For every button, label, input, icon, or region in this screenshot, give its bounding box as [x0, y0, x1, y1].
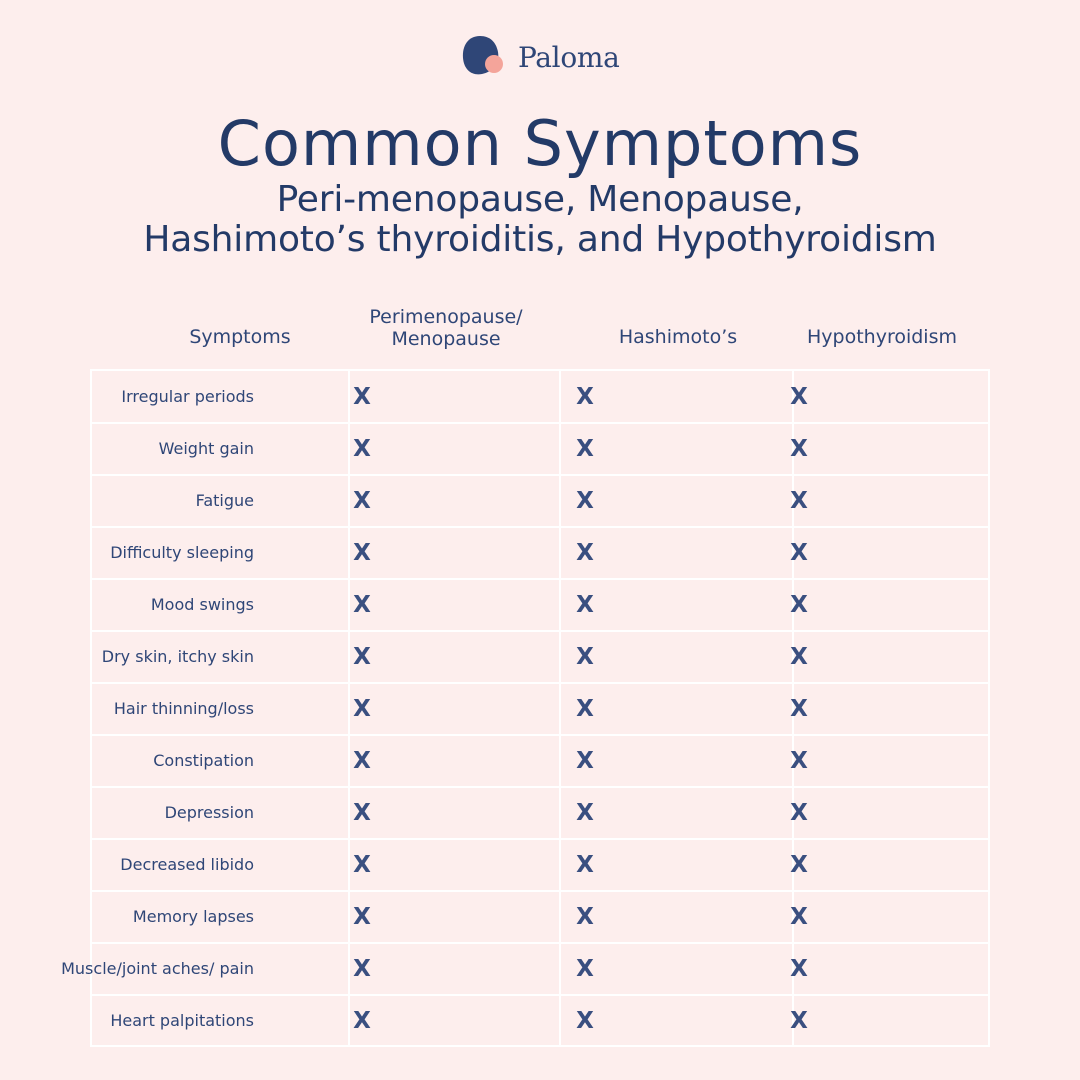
table-cell-mark-perimenopause: X	[353, 696, 371, 722]
table-cell-mark-perimenopause: X	[353, 904, 371, 930]
table-cell-mark-hypothyroidism: X	[790, 852, 808, 878]
paloma-logo-icon	[460, 34, 506, 80]
table-cell-mark-hypothyroidism: X	[790, 956, 808, 982]
table-cell-mark-hashimotos: X	[576, 748, 594, 774]
brand-name: Paloma	[518, 40, 620, 74]
table-row-symptom: Dry skin, itchy skin	[101, 647, 254, 666]
table-row-symptom: Weight gain	[158, 439, 254, 458]
page-subtitle-line-2: Hashimoto’s thyroiditis, and Hypothyroidism	[143, 219, 937, 260]
table-cell-mark-hypothyroidism: X	[790, 904, 808, 930]
table-cell-mark-hashimotos: X	[576, 644, 594, 670]
column-header-perimenopause-line-1: Perimenopause/	[369, 306, 523, 328]
page-subtitle-line-1: Peri-menopause, Menopause,	[276, 179, 804, 220]
table-cell-mark-hashimotos: X	[576, 592, 594, 618]
table-cell-mark-hashimotos: X	[576, 384, 594, 410]
table-cell-mark-hashimotos: X	[576, 540, 594, 566]
table-cell-mark-hypothyroidism: X	[790, 384, 808, 410]
table-cell-mark-hashimotos: X	[576, 696, 594, 722]
table-cell-mark-hypothyroidism: X	[790, 436, 808, 462]
table-cell-mark-perimenopause: X	[353, 748, 371, 774]
table-cell-mark-hypothyroidism: X	[790, 696, 808, 722]
table-row-symptom: Difficulty sleeping	[110, 543, 254, 562]
brand-logo	[460, 34, 620, 80]
table-row-symptom: Heart palpitations	[110, 1011, 254, 1030]
table-cell-mark-perimenopause: X	[353, 644, 371, 670]
column-header-perimenopause	[346, 306, 546, 350]
table-row-symptom: Depression	[164, 803, 254, 822]
table-row-symptom: Constipation	[153, 751, 254, 770]
table-cell-mark-hypothyroidism: X	[790, 800, 808, 826]
column-header-perimenopause-line-2: Menopause	[391, 328, 501, 350]
symptoms-table	[61, 369, 990, 1047]
table-cell-mark-hashimotos: X	[576, 800, 594, 826]
table-cell-mark-hashimotos: X	[576, 852, 594, 878]
table-cell-mark-hypothyroidism: X	[790, 488, 808, 514]
column-header-symptoms: Symptoms	[189, 326, 291, 348]
page-title: Common Symptoms	[217, 107, 863, 180]
table-cell-mark-perimenopause: X	[353, 800, 371, 826]
table-cell-mark-hashimotos: X	[576, 436, 594, 462]
table-cell-mark-perimenopause: X	[353, 540, 371, 566]
table-cell-mark-hashimotos: X	[576, 1008, 594, 1034]
table-cell-mark-hashimotos: X	[576, 956, 594, 982]
table-cell-mark-perimenopause: X	[353, 852, 371, 878]
table-row-symptom: Mood swings	[150, 595, 254, 614]
column-header-hypothyroidism: Hypothyroidism	[807, 326, 957, 348]
table-cell-mark-perimenopause: X	[353, 1008, 371, 1034]
table-cell-mark-hypothyroidism: X	[790, 748, 808, 774]
table-cell-mark-hypothyroidism: X	[790, 1008, 808, 1034]
table-cell-mark-hashimotos: X	[576, 488, 594, 514]
table-row-symptom: Fatigue	[195, 491, 254, 510]
table-row-symptom: Hair thinning/loss	[113, 699, 254, 718]
table-row-symptom: Muscle/joint aches/ pain	[61, 959, 254, 978]
table-cell-mark-perimenopause: X	[353, 436, 371, 462]
table-cell-mark-perimenopause: X	[353, 488, 371, 514]
table-cell-mark-hypothyroidism: X	[790, 540, 808, 566]
table-cell-mark-perimenopause: X	[353, 384, 371, 410]
table-cell-mark-hypothyroidism: X	[790, 644, 808, 670]
table-row-symptom: Decreased libido	[120, 855, 254, 874]
table-cell-mark-perimenopause: X	[353, 592, 371, 618]
table-cell-mark-perimenopause: X	[353, 956, 371, 982]
table-cell-mark-hashimotos: X	[576, 904, 594, 930]
table-row-symptom: Memory lapses	[132, 907, 254, 926]
column-header-hashimotos: Hashimoto’s	[618, 326, 738, 348]
table-row-symptom: Irregular periods	[121, 387, 254, 406]
table-cell-mark-hypothyroidism: X	[790, 592, 808, 618]
